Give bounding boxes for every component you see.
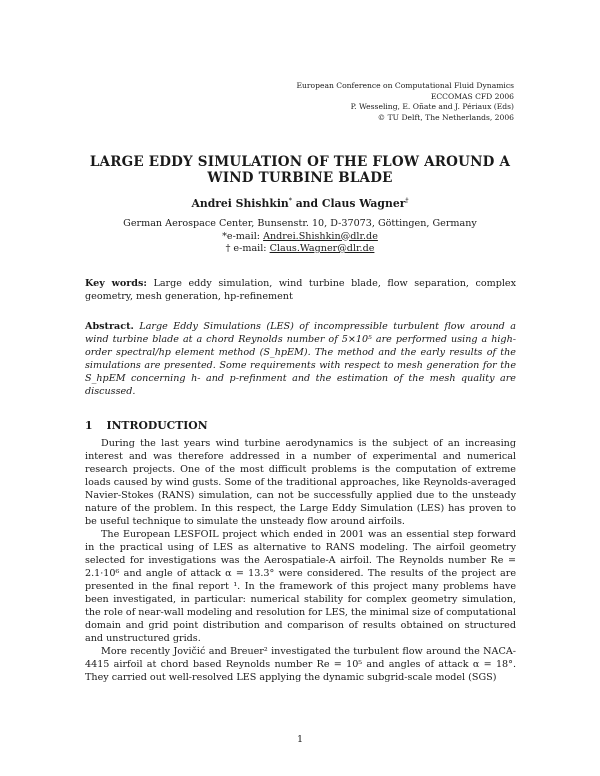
affiliation-line: German Aerospace Center, Bunsenstr. 10, D-37073, Göttingen, Germany [123,218,477,229]
header-line: ECCOMAS CFD 2006 [430,91,514,101]
email-2-prefix: † e-mail: [225,243,267,254]
author-2-mark: † [405,197,409,205]
keywords-block [85,277,516,303]
body-text [85,437,516,684]
email-line-2 [0,243,600,256]
section-number: 1 [85,419,93,432]
author-1-mark: * [288,197,292,205]
header-line: P. Wesseling, E. Oñate and J. Périaux (Eds) [350,102,514,111]
section-heading [85,419,208,432]
conference-header [296,81,514,123]
keywords-label: Key words: [85,278,147,289]
email-line-1 [0,231,600,244]
abstract-text: Large Eddy Simulations (LES) of incompressible turbulent flow around a wind turbine blade at a chord Reynolds number of 5×10⁵ are performed using a high-order spectral/hp element method (S_hpEM). The method and the early results of the simulations are presented. Some requirements with respect to mesh generation for the S_hpEM concerning h- and p-refinment and the estimation of the mesh quality are discussed. [85,321,516,397]
author-list [0,197,600,210]
author-and: and [295,197,319,210]
paragraph-2: The European LESFOIL project which ended in 2001 was an essential step forward in the practical using of LES as alternative to RANS modeling. The airfoil geometry selected for investigations was the Aerospatiale-A airfoil. The Reynolds number Re = 2.1·10⁶ and angle of attack α = 13.3° were considered. The results of the project are presented in the final report ¹. In the framework of this project many problems have been investigated, in particular: numerical stability for complex geometry simulation, the role of near-wall modeling and resolution for LES, the minimal size of computational domain and grid point distribution and comparison of results obtained on structured and unstructured grids. [85,529,516,644]
author-2: Claus Wagner [321,197,406,210]
paragraph-3: More recently Jovičić and Breuer² investigated the turbulent flow around the NACA-4415 airfoil at chord based Reynolds number Re = 10⁵ and angles of attack α = 18°. They carried out well-resolved LES applying the dynamic subgrid-scale model (SGS) [85,646,516,683]
section-title: INTRODUCTION [106,419,208,432]
abstract-label: Abstract. [85,321,134,332]
title-line-1: LARGE EDDY SIMULATION OF THE FLOW AROUND A [89,154,511,170]
keywords-text: Large eddy simulation, wind turbine blade, flow separation, complex geometry, mesh generation, hp-refinement [85,278,516,302]
email-1-prefix: *e-mail: [222,230,260,242]
email-link-2[interactable]: Claus.Wagner@dlr.de [269,243,375,254]
author-1: Andrei Shishkin [191,197,289,210]
email-link-1[interactable]: Andrei.Shishkin@dlr.de [263,230,378,242]
paper-title [0,154,600,186]
header-line: European Conference on Computational Fluid Dynamics [296,81,514,90]
page-number: 1 [296,734,304,745]
paragraph-1: During the last years wind turbine aerodynamics is the subject of an increasing interest and was therefore addressed in a number of experimental and numerical research projects. One of the most difficult problems is the computation of extreme loads caused by wind gusts. Some of the traditional approaches, like Reynolds-averaged Navier-Stokes (RANS) simulation, can not be successfully applied due to the unsteady nature of the problem. In this respect, the Large Eddy Simulation (LES) has proven to be useful technique to simulate the unsteady flow around airfoils. [85,438,516,527]
title-line-2: WIND TURBINE BLADE [207,170,393,186]
header-line: © TU Delft, The Netherlands, 2006 [377,112,514,122]
affiliation-block [0,218,600,256]
abstract-block [85,320,516,398]
